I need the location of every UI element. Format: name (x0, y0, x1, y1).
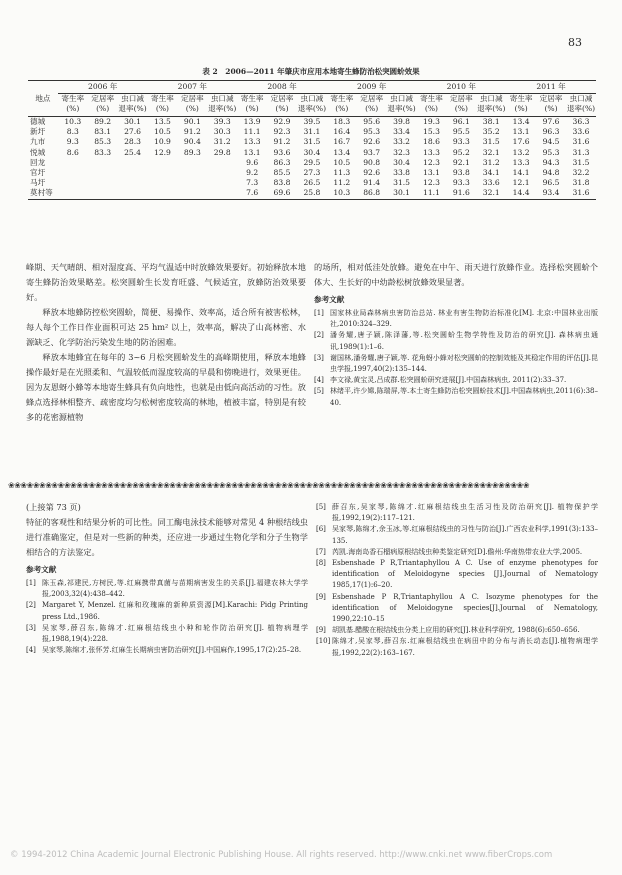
value-cell: 32.3 (393, 147, 411, 157)
reference-text: 胡凯基.醋酸在根结线虫分类上应用的研究[J].林业科学研究, 1988(6):650–656. (332, 626, 580, 635)
value-cell: 83.3 (94, 147, 112, 157)
value-cell: 36.3 (572, 117, 590, 127)
value-cell: 91.6 (452, 188, 470, 198)
value-cell (207, 168, 237, 178)
value-cell: 13.4 (333, 147, 351, 157)
sub-header: 定居率(%) (449, 94, 473, 113)
paragraph: 峰期、天气晴朗、相对湿度高、平均气温适中时放蜂效果要好。初始释放本地寄生蜂防治效果略差。松突圆蚧生长发育旺盛、气候适宜，放蜂防治效果要好。 (26, 262, 306, 302)
continued-from: (上接第 73 页) (26, 502, 81, 512)
value-cell (207, 158, 237, 168)
value-cell: 96.3 (542, 127, 560, 137)
value-cell: 95.6 (363, 117, 381, 127)
value-cell: 35.2 (482, 127, 500, 137)
value-cell: 38.1 (482, 117, 500, 127)
location-cell: 德城 (30, 117, 46, 127)
value-cell (58, 158, 88, 168)
value-cell: 31.8 (572, 178, 590, 188)
reference-item (316, 547, 598, 558)
lower-right-column (316, 502, 598, 659)
reference-number: [2] (26, 601, 36, 610)
paragraph: 释放本地蜂防控松突圆蚧，简便、易操作、效率高，适合所有被害松林，每人每个工作日作业面积可达 25 hm² 以上，效率高，解决了山高林密、水源缺乏、化学防治污染发生地的防治困难。 (26, 307, 306, 347)
location-cell: 九市 (30, 137, 46, 147)
value-cell: 85.3 (94, 137, 112, 147)
reference-item (26, 578, 308, 600)
value-cell: 10.3 (64, 117, 82, 127)
value-cell: 32.1 (482, 188, 500, 198)
value-cell: 89.3 (183, 147, 201, 157)
value-cell: 91.2 (273, 137, 291, 147)
year-header: 2006 年 (58, 81, 148, 94)
table-subheader-row (28, 94, 596, 117)
value-cell: 92.6 (363, 168, 381, 178)
value-cell (118, 158, 148, 168)
value-cell: 89.2 (94, 117, 112, 127)
reference-number: [2] (314, 331, 324, 340)
sub-header: 寄生率(%) (61, 94, 85, 113)
reference-text: 薛召东,吴家琴,陈绵才.红麻根结线虫生活习性及防治研究[J]. 植物保护学报,1992,19(2):117–121. (332, 503, 598, 523)
reference-number: [10] (316, 637, 331, 646)
value-cell: 18.6 (423, 137, 440, 147)
value-cell: 13.2 (512, 147, 530, 157)
value-cell: 10.3 (333, 188, 351, 198)
value-cell: 97.6 (542, 117, 560, 127)
value-cell: 11.3 (333, 168, 351, 178)
value-cell: 27.6 (124, 127, 142, 137)
value-cell: 13.9 (243, 117, 261, 127)
location-cell: 新圩 (30, 127, 46, 137)
table-row (28, 168, 596, 178)
year-header: 2007 年 (148, 81, 238, 94)
value-cell: 30.1 (393, 188, 411, 198)
reference-item (314, 353, 598, 375)
reference-number: [8] (316, 559, 326, 568)
reference-number: [1] (314, 309, 324, 317)
value-cell: 9.2 (246, 168, 259, 178)
value-cell: 90.4 (183, 137, 201, 147)
value-cell (58, 188, 88, 199)
reference-text: 国家林业局森林病虫害防治总站. 林业有害生物防治标准化[M]. 北京:中国林业出版社,2010:324–329. (330, 309, 598, 329)
sub-header: 定居率(%) (270, 94, 294, 113)
value-cell: 69.6 (273, 188, 291, 198)
reference-text: 吴家琴,薛召东,陈绵才.红麻根结线虫小种和轮作防治研究[J]. 植物病理学报,1988,19(4):228. (42, 623, 308, 644)
reference-number: [1] (26, 579, 36, 587)
value-cell (58, 178, 88, 188)
value-cell: 31.6 (572, 188, 590, 198)
year-header: 2010 年 (417, 81, 507, 94)
value-cell (207, 178, 237, 188)
table-row (28, 127, 596, 137)
value-cell (88, 158, 118, 168)
value-cell: 13.5 (153, 117, 171, 127)
value-cell: 93.7 (363, 147, 381, 157)
value-cell: 93.4 (542, 188, 560, 198)
value-cell: 9.6 (246, 157, 259, 167)
sub-header: 寄生率(%) (330, 94, 354, 113)
upper-right-column (314, 260, 598, 409)
value-cell: 93.8 (452, 168, 470, 178)
value-cell: 33.4 (393, 127, 411, 137)
table-row (28, 117, 596, 128)
value-cell: 85.5 (273, 168, 291, 178)
reference-item (316, 524, 598, 546)
reference-number: [6] (316, 525, 326, 534)
value-cell: 32.2 (572, 168, 590, 178)
sub-header: 寄生率(%) (151, 94, 174, 113)
value-cell: 92.6 (363, 137, 381, 147)
table-year-row (28, 81, 596, 94)
value-cell: 39.3 (213, 117, 231, 127)
value-cell: 15.3 (423, 127, 440, 137)
value-cell: 31.5 (303, 137, 321, 147)
value-cell (177, 188, 207, 199)
reference-item (316, 592, 598, 626)
value-cell: 28.3 (124, 137, 142, 147)
value-cell: 95.3 (542, 147, 560, 157)
reference-number: [5] (316, 503, 326, 511)
value-cell: 30.4 (393, 157, 411, 167)
reference-number: [3] (314, 353, 324, 362)
location-cell: 回龙 (30, 157, 46, 167)
table-row (28, 188, 596, 199)
value-cell: 39.8 (393, 117, 411, 127)
value-cell: 93.6 (273, 147, 291, 157)
value-cell (118, 188, 148, 199)
value-cell (118, 168, 148, 178)
value-cell: 31.2 (213, 137, 231, 147)
table-row (28, 137, 596, 147)
value-cell: 33.6 (572, 127, 590, 137)
location-cell: 官圩 (30, 168, 46, 178)
value-cell: 92.3 (273, 127, 291, 137)
value-cell: 12.9 (153, 147, 171, 157)
sub-header: 虫口减退率(%) (387, 94, 416, 113)
value-cell: 26.5 (303, 178, 321, 188)
value-cell: 30.1 (124, 117, 142, 127)
value-cell: 30.4 (303, 147, 321, 157)
reference-text: 芮凯.海南岛香石榴病原根结线虫种类鉴定研究[D].儋州:华南热带农业大学,2005. (332, 547, 583, 556)
references-list (314, 308, 598, 409)
value-cell: 7.6 (246, 188, 259, 198)
value-cell: 13.1 (423, 168, 440, 178)
sub-header: 虫口减退率(%) (208, 94, 237, 113)
value-cell: 17.6 (512, 137, 530, 147)
value-cell: 31.5 (482, 137, 500, 147)
table-caption: 表 2 2006—2011 年肇庆市应用本地寄生蜂防治松突圆蚧效果 (202, 67, 420, 76)
value-cell: 31.5 (393, 178, 411, 188)
location-header: 地点 (28, 81, 58, 117)
references-heading: 参考文献 (314, 295, 345, 304)
value-cell: 95.2 (452, 147, 470, 157)
reference-text: 吴家琴,陈绵才,余玉冰,等.红麻根结线虫的习性与防治[J].广西农业科学,1991(3):133–135. (332, 525, 598, 545)
upper-left-column (26, 260, 306, 425)
value-cell: 92.1 (452, 157, 470, 167)
results-table (28, 80, 596, 200)
value-cell: 12.1 (512, 178, 530, 188)
value-cell: 10.5 (333, 157, 351, 167)
reference-number: [9] (316, 626, 326, 635)
paragraph: 释放本地蜂宜在每年的 3~6 月松突圆蚧发生的高峰期使用，释放本地蜂操作最好是在光照柔和、气温较低而湿度较高的早晨和傍晚进行，效果更佳。因为友恩蚜小蜂等本地寄生蜂具有负向地性，也就是由低向高活动的习性。放蜂点选择林相整齐、疏密度均匀松树密度较高的林地，植被丰富，特别是有较多的花密源植物 (26, 352, 306, 422)
value-cell: 13.1 (512, 127, 530, 137)
footer-copyright: © 1994-2012 China Academic Journal Electronic Publishing House. All rights reserved. http://www.cnki.net www.fiberCrops.com (10, 850, 553, 860)
value-cell (148, 188, 178, 199)
value-cell: 12.3 (423, 157, 440, 167)
reference-item (316, 502, 598, 524)
sub-header: 虫口减退率(%) (477, 94, 506, 113)
reference-text: 陈玉森,祁建民,方树民,等.红麻携带真菌与苗期病害发生的关系[J].福建农林大学学报,2003,32(4):438–442. (42, 579, 308, 599)
year-header: 2009 年 (327, 81, 417, 94)
sub-header: 寄生率(%) (509, 94, 533, 113)
reference-number: [7] (316, 547, 326, 556)
value-cell: 10.5 (153, 127, 171, 137)
sub-header: 寄生率(%) (240, 94, 264, 113)
value-cell: 14.1 (512, 168, 530, 178)
references-list (26, 578, 308, 656)
value-cell: 83.8 (273, 178, 291, 188)
sub-header: 定居率(%) (180, 94, 204, 113)
value-cell: 7.3 (246, 178, 259, 188)
sub-header: 定居率(%) (539, 94, 563, 113)
value-cell: 31.2 (482, 157, 500, 167)
value-cell: 9.3 (66, 137, 79, 147)
reference-item (316, 558, 598, 592)
reference-item (316, 625, 598, 636)
value-cell: 10.9 (153, 137, 171, 147)
reference-text: Esbenshade P R,Triantaphyllou A C. Isozyme phenotypes for the identification of Meloidogyne species[J].Journal of Nematology, 1990,22:10–15 (332, 592, 598, 624)
references-heading: 参考文献 (26, 565, 57, 574)
paragraph: 特征的客观性和结果分析的可比性。同工酶电泳技术能够对常见 4 种根结线虫进行准确鉴定，但是对一些新的种类，还应进一步通过生物化学和分子生物学相结合的方法鉴定。 (26, 517, 308, 557)
value-cell (88, 178, 118, 188)
value-cell: 25.8 (303, 188, 321, 198)
reference-item (314, 308, 598, 330)
sub-header: 虫口减退率(%) (118, 94, 147, 113)
reference-item (26, 645, 308, 656)
value-cell: 92.9 (273, 117, 291, 127)
value-cell: 96.1 (452, 117, 470, 127)
location-cell: 莫村等 (30, 188, 53, 198)
value-cell (148, 168, 178, 178)
sub-header: 定居率(%) (360, 94, 384, 113)
reference-text: Esbenshade P R,Triantaphyllou A C. Use of enzyme phenotypes for identification of Meloidogyne species [J].Journal of Nematology 1985,17(1):6–20. (332, 559, 598, 590)
value-cell: 34.1 (482, 168, 500, 178)
value-cell: 13.1 (243, 147, 261, 157)
value-cell: 11.1 (423, 188, 440, 198)
value-cell: 8.3 (66, 127, 79, 137)
value-cell: 19.3 (423, 117, 440, 127)
value-cell: 8.6 (66, 147, 79, 157)
reference-number: [3] (26, 623, 36, 632)
value-cell: 90.8 (363, 157, 381, 167)
reference-item (314, 375, 598, 386)
value-cell: 13.4 (512, 117, 530, 127)
year-header: 2011 年 (506, 81, 596, 94)
value-cell: 33.8 (393, 168, 411, 178)
reference-text: 潘务耀,唐子颖,陈泽藩,等.松突圆蚧生物学特性及防治的研究[J]. 森林病虫通讯,1989(1):1–6. (330, 331, 598, 351)
reference-item (314, 386, 598, 408)
reference-text: 吴家琴,陈绵才,张怀芳.红麻生长期病虫害防治研究[J].中国麻作,1995,17(2):25–28. (42, 646, 302, 655)
value-cell: 32.1 (482, 147, 500, 157)
reference-text: Margaret Y, Menzel. 红麻和玫瑰麻的新种质资源[M].Karachi: Pidg Printing press Ltd.,1986. (42, 601, 308, 621)
lower-left-column (26, 500, 308, 656)
location-cell: 悦城 (30, 147, 46, 157)
reference-number: [9] (316, 592, 326, 601)
value-cell (177, 168, 207, 178)
value-cell: 11.1 (243, 127, 261, 137)
sub-header: 虫口减退率(%) (566, 94, 596, 113)
reference-item (314, 330, 598, 352)
reference-number: [5] (314, 387, 324, 396)
section-divider: ❀❀❀❀❀❀❀❀❀❀❀❀❀❀❀❀❀❀❀❀❀❀❀❀❀❀❀❀❀❀❀❀❀❀❀❀❀❀❀❀❀❀❀❀❀❀❀❀❀❀❀❀❀❀❀❀❀❀❀❀❀❀❀❀❀❀❀❀❀❀❀❀❀❀❀❀❀❀❀❀❀❀❀❀ (8, 482, 530, 489)
value-cell (148, 178, 178, 188)
value-cell (88, 168, 118, 178)
value-cell: 94.5 (542, 137, 560, 147)
value-cell: 13.3 (512, 157, 530, 167)
value-cell: 93.3 (452, 178, 470, 188)
value-cell: 11.2 (333, 178, 351, 188)
table-body (28, 117, 596, 200)
value-cell (148, 158, 178, 168)
value-cell: 31.3 (572, 147, 590, 157)
value-cell: 33.6 (482, 178, 500, 188)
reference-text: 谢国林,潘务耀,唐子颖,等. 花角蚜小蜂对松突圆蚧的控制效能及其稳定作用的评估[J].昆虫学报,1997,40(2):135–144. (330, 353, 598, 374)
value-cell: 27.3 (303, 168, 321, 178)
reference-item (316, 636, 598, 658)
reference-number: [4] (314, 376, 324, 385)
value-cell: 39.5 (303, 117, 321, 127)
reference-number: [4] (26, 646, 36, 655)
value-cell: 94.3 (542, 157, 560, 167)
value-cell: 94.8 (542, 168, 560, 178)
value-cell: 93.3 (452, 137, 470, 147)
value-cell: 31.5 (572, 157, 590, 167)
value-cell: 31.1 (303, 127, 321, 137)
value-cell: 91.2 (183, 127, 201, 137)
page-number: 83 (568, 36, 582, 49)
value-cell: 31.6 (572, 137, 590, 147)
value-cell: 14.4 (512, 188, 530, 198)
value-cell: 13.3 (423, 147, 440, 157)
value-cell: 91.4 (363, 178, 381, 188)
references-list (316, 502, 598, 659)
sub-header: 寄生率(%) (420, 94, 443, 113)
value-cell: 33.2 (393, 137, 411, 147)
value-cell: 18.3 (333, 117, 351, 127)
reference-text: 林绪平,许少嫦,陈瑞屏,等.本土寄生蜂防治松突圆蚧技术[J].中国森林病虫,2011(6):38–40. (330, 387, 598, 407)
sub-header: 定居率(%) (91, 94, 115, 113)
table-row (28, 148, 596, 158)
value-cell: 83.1 (94, 127, 112, 137)
reference-item (26, 600, 308, 622)
value-cell: 29.5 (303, 157, 321, 167)
value-cell (88, 188, 118, 199)
value-cell: 25.4 (124, 147, 142, 157)
value-cell: 12.3 (423, 178, 440, 188)
year-header: 2008 年 (237, 81, 327, 94)
value-cell: 13.3 (243, 137, 261, 147)
table-row (28, 158, 596, 168)
value-cell: 29.8 (213, 147, 231, 157)
value-cell (177, 158, 207, 168)
value-cell: 95.5 (452, 127, 470, 137)
value-cell: 30.3 (213, 127, 231, 137)
value-cell: 16.7 (333, 137, 351, 147)
value-cell: 90.1 (183, 117, 201, 127)
sub-header: 虫口减退率(%) (297, 94, 327, 113)
reference-text: 陈绵才,吴家琴,薛召东.红麻根结线虫在病田中的分布与消长动态[J].植物病理学报,1992,22(2):163–167. (332, 637, 598, 657)
paragraph: 的场所，相对低洼处放蜂。避免在中午、雨天进行放蜂作业。选择松突圆蚧个体大、生长好的中幼龄松树放蜂效果显著。 (314, 262, 598, 287)
value-cell: 95.3 (363, 127, 381, 137)
value-cell (177, 178, 207, 188)
value-cell: 16.4 (333, 127, 351, 137)
value-cell (207, 188, 237, 199)
value-cell: 86.3 (273, 157, 291, 167)
value-cell (58, 168, 88, 178)
value-cell: 96.5 (542, 178, 560, 188)
value-cell: 86.8 (363, 188, 381, 198)
reference-item (26, 623, 308, 645)
reference-text: 李文禄,黄宝灵,吕成群.松突圆蚧研究进展[J].中国森林病虫, 2011(2):33–37. (330, 376, 567, 385)
table-row (28, 178, 596, 188)
location-cell: 马圩 (30, 178, 46, 188)
value-cell (118, 178, 148, 188)
